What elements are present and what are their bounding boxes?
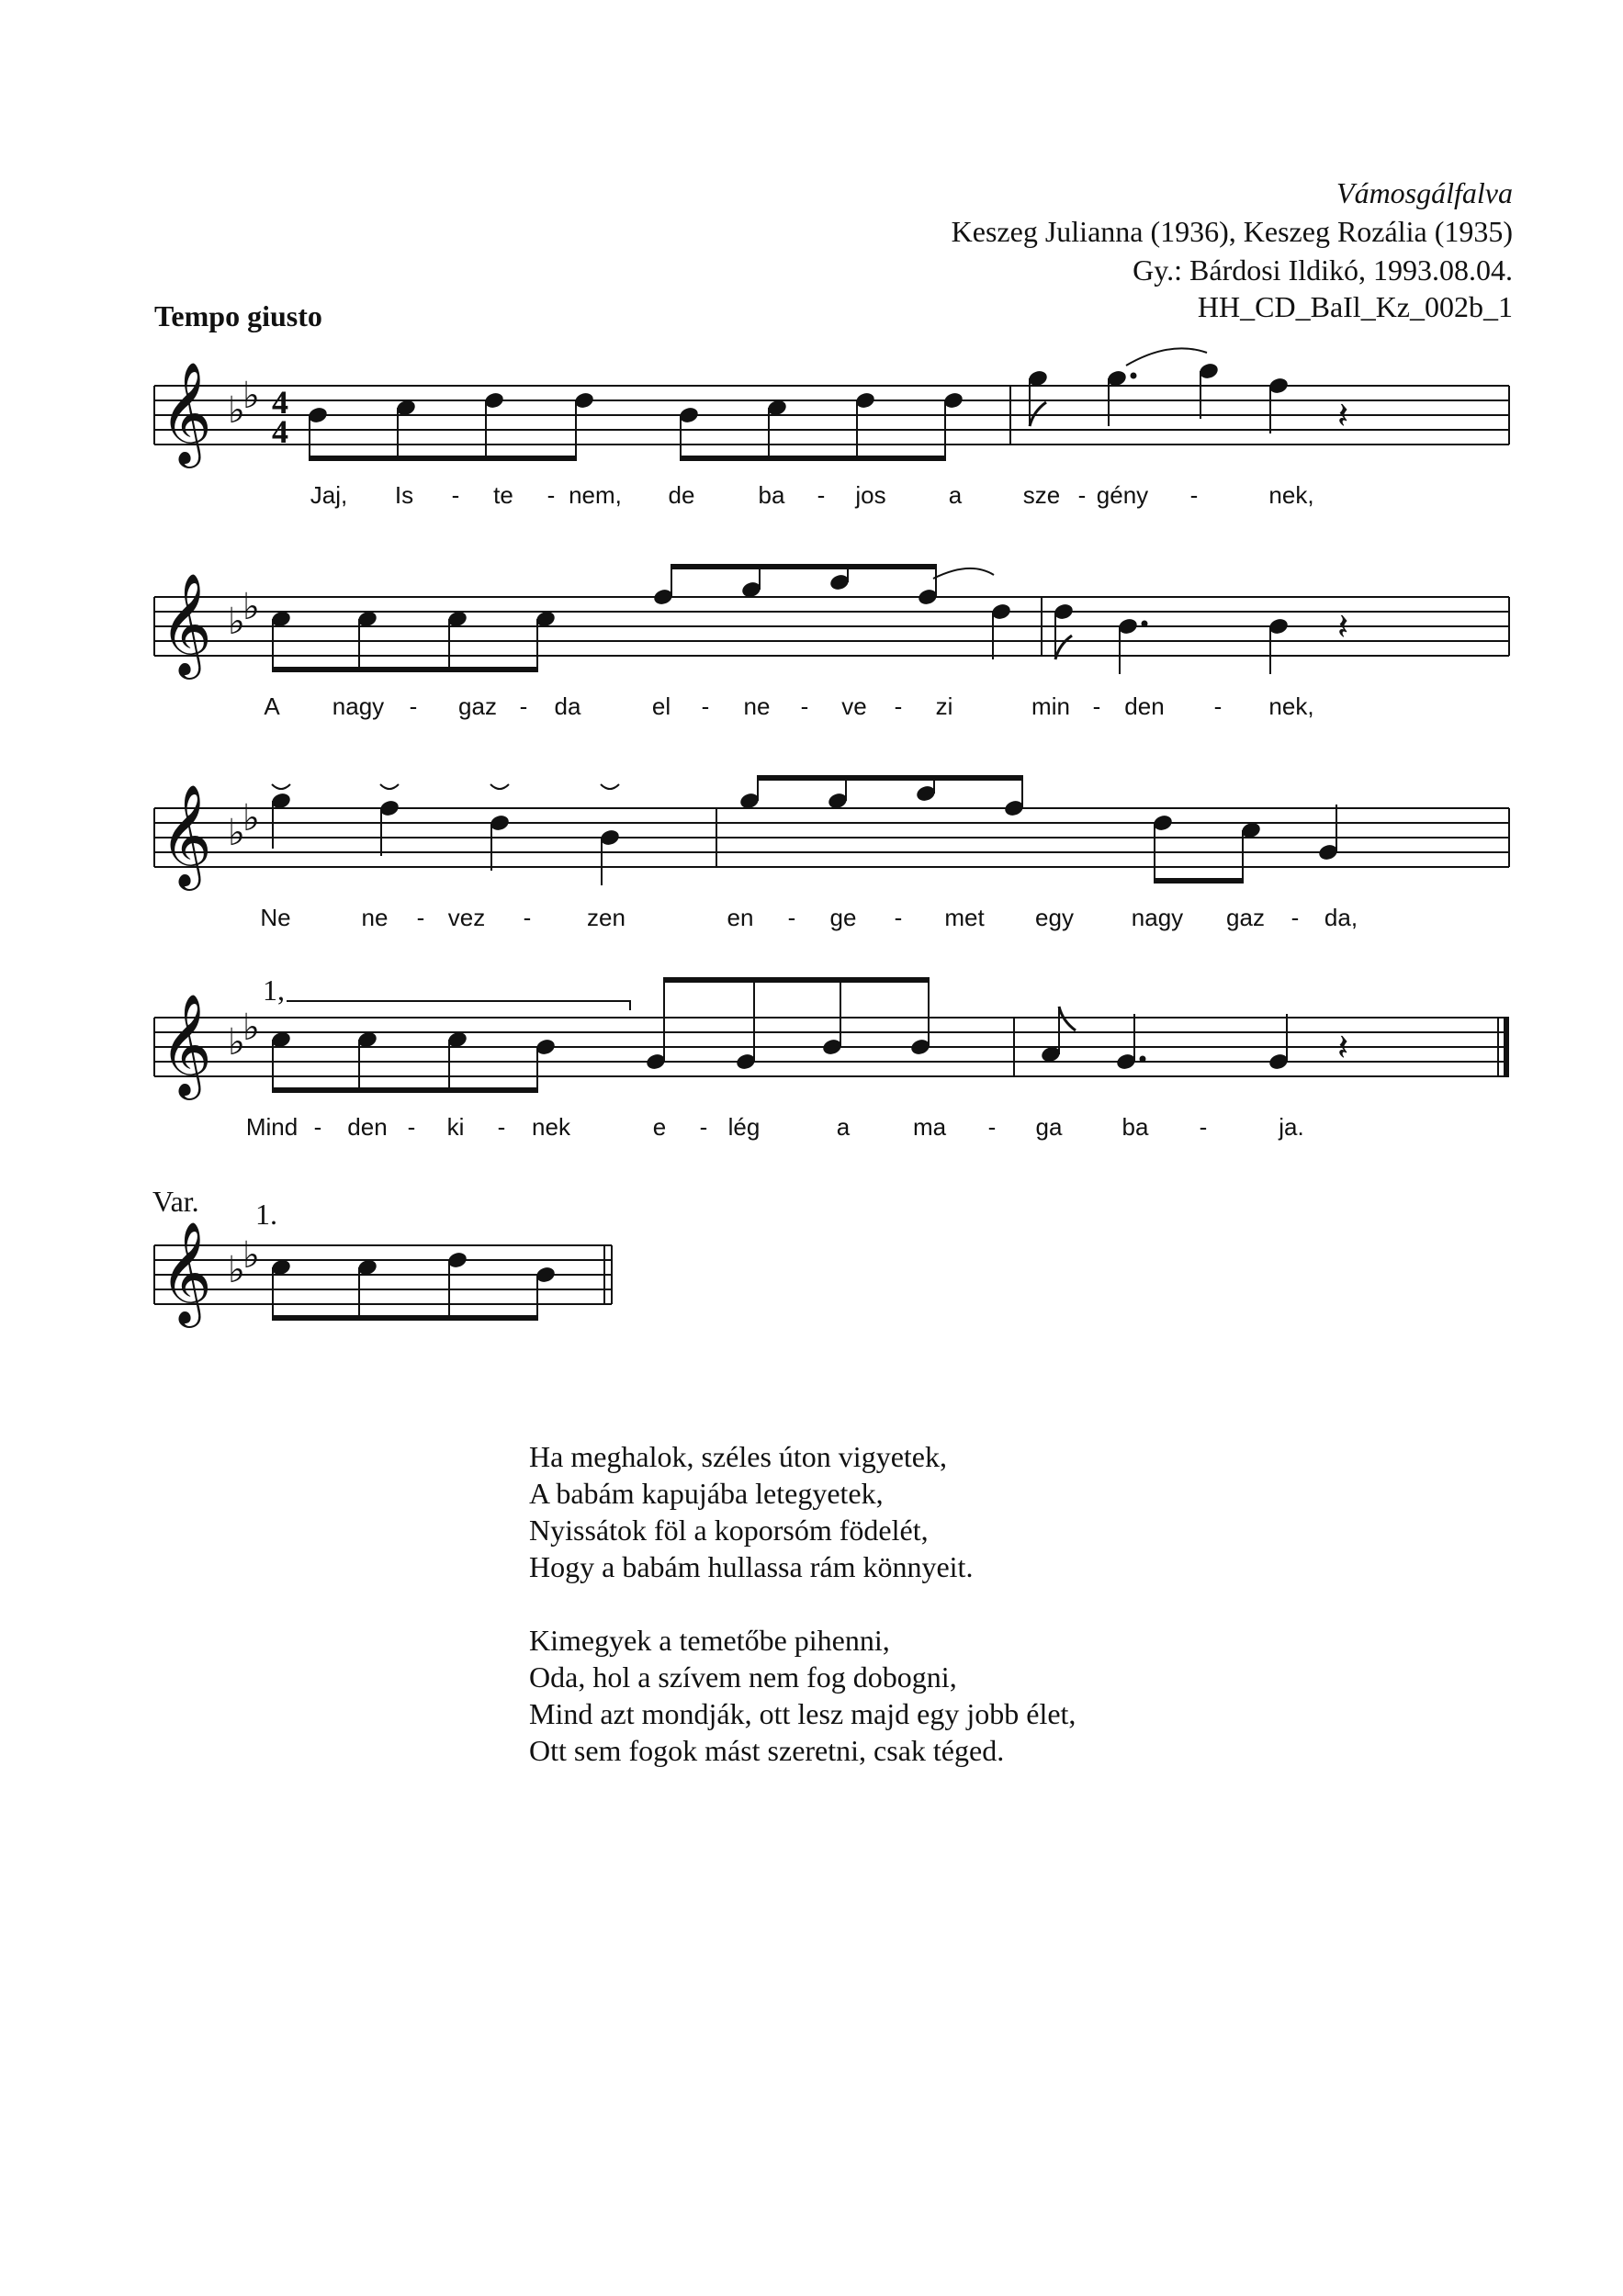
- lyric-syllable: -: [800, 692, 809, 720]
- augmentation-dot: [1140, 1056, 1146, 1063]
- lyric-syllable: ne: [361, 904, 389, 931]
- beam: [681, 456, 945, 461]
- breath-mark-icon: [272, 784, 290, 789]
- breath-mark-icon: [490, 784, 509, 789]
- lyric-syllable: -: [894, 692, 903, 720]
- treble-clef-icon: 𝄞: [160, 1221, 212, 1323]
- lyric-syllable: gény: [1096, 481, 1149, 509]
- flat-icon: ♭: [242, 375, 260, 417]
- lyric-syllable: nek,: [1268, 692, 1314, 720]
- treble-clef-icon: 𝄞: [160, 361, 212, 464]
- quarter-rest-icon: 𝄽: [1337, 1027, 1349, 1069]
- lyric-syllable: gaz: [458, 692, 497, 720]
- lyric-syllable: da: [554, 692, 581, 720]
- lyric-syllable: zen: [587, 904, 626, 931]
- lyric-syllable: -: [547, 481, 556, 509]
- lyric-syllable: en: [727, 904, 754, 931]
- lyric-syllable: Is: [394, 481, 414, 509]
- lyric-syllable: ga: [1035, 1113, 1063, 1141]
- lyric-syllable: a: [836, 1113, 851, 1141]
- final-barline: [1504, 1018, 1509, 1076]
- volta-number: 1,: [263, 974, 285, 1007]
- augmentation-dot: [1131, 373, 1137, 379]
- lyric-syllable: -: [416, 904, 425, 931]
- flat-icon: ♭: [242, 1234, 260, 1277]
- verse-line: Kimegyek a temetőbe pihenni,: [529, 1624, 890, 1657]
- flat-icon: ♭: [228, 812, 245, 854]
- verse-line: Mind azt mondják, ott lesz majd egy jobb élet,: [529, 1697, 1076, 1730]
- flat-icon: ♭: [242, 586, 260, 628]
- treble-clef-icon: 𝄞: [160, 993, 212, 1096]
- lyric-syllable: de: [668, 481, 695, 509]
- breath-mark-icon: [601, 784, 619, 789]
- lyric-syllable: -: [313, 1113, 322, 1141]
- time-signature-bottom: 4: [272, 413, 288, 450]
- lyric-syllable: lég: [727, 1113, 761, 1141]
- quarter-rest-icon: 𝄽: [1337, 395, 1349, 437]
- lyric-syllable: el: [651, 692, 671, 720]
- flat-icon: ♭: [242, 1007, 260, 1049]
- collector-info: Gy.: Bárdosi Ildikó, 1993.08.04.: [1133, 253, 1513, 287]
- slur: [1126, 348, 1207, 366]
- augmentation-dot: [1142, 621, 1148, 627]
- verse: [529, 1438, 1076, 1585]
- lyric-syllable: Mind: [245, 1113, 299, 1141]
- lyric-syllable: Jaj,: [310, 481, 348, 509]
- lyric-syllable: -: [1291, 904, 1300, 931]
- lyric-syllable: -: [787, 904, 796, 931]
- lyric-syllable: nagy: [1131, 904, 1184, 931]
- volta-bracket: [287, 1001, 630, 1010]
- lyric-syllable: -: [497, 1113, 506, 1141]
- lyric-syllable: met: [944, 904, 985, 931]
- lyric-syllable: ge: [829, 904, 857, 931]
- lyric-syllable: -: [519, 692, 528, 720]
- beam: [664, 977, 929, 983]
- lyric-syllable: -: [987, 1113, 997, 1141]
- lyric-syllable: -: [701, 692, 710, 720]
- verse-line: Hogy a babám hullassa rám könnyeit.: [529, 1550, 974, 1583]
- lyric-syllable: nagy: [332, 692, 385, 720]
- beam: [310, 456, 576, 461]
- breath-mark-icon: [380, 784, 399, 789]
- lyric-syllable: Ne: [260, 904, 291, 931]
- performers: Keszeg Julianna (1936), Keszeg Rozália (1935): [951, 215, 1513, 248]
- lyric-syllable: den: [1124, 692, 1165, 720]
- lyric-syllable: ne: [743, 692, 771, 720]
- lyric-syllable: a: [948, 481, 963, 509]
- lyric-syllable: nek,: [1268, 481, 1314, 509]
- lyric-syllable: vez: [447, 904, 486, 931]
- place-name: Vámosgálfalva: [1336, 176, 1513, 209]
- treble-clef-icon: 𝄞: [160, 783, 212, 886]
- verse-line: A babám kapujába letegyetek,: [529, 1477, 884, 1510]
- lyric-syllable: ma: [912, 1113, 947, 1141]
- lyric-syllable: nem,: [569, 481, 622, 509]
- lyric-syllable: da,: [1324, 904, 1358, 931]
- verse: [529, 1622, 1076, 1769]
- treble-clef-icon: 𝄞: [160, 572, 212, 675]
- flat-icon: ♭: [228, 1021, 245, 1064]
- verse-line: Ott sem fogok mást szeretni, csak téged.: [529, 1734, 1005, 1767]
- flat-icon: ♭: [228, 601, 245, 643]
- lyric-syllable: den: [347, 1113, 388, 1141]
- lyric-syllable: -: [409, 692, 418, 720]
- lyric-syllable: -: [699, 1113, 708, 1141]
- lyric-syllable: -: [1077, 481, 1087, 509]
- lyric-syllable: ba: [1121, 1113, 1149, 1141]
- lyric-syllable: A: [264, 692, 280, 720]
- lyric-syllable: -: [407, 1113, 416, 1141]
- verse-line: Ha meghalok, széles úton vigyetek,: [529, 1440, 947, 1473]
- lyric-syllable: -: [1199, 1113, 1208, 1141]
- slur: [933, 568, 994, 579]
- variant-label: Var.: [152, 1185, 199, 1218]
- lyric-syllable: sze: [1022, 481, 1061, 509]
- beam: [273, 1087, 537, 1093]
- lyric-syllable: -: [1213, 692, 1223, 720]
- lyric-syllable: gaz: [1226, 904, 1265, 931]
- lyric-syllable: te: [493, 481, 513, 509]
- beam: [273, 1315, 537, 1321]
- time-signature-top: 4: [272, 384, 288, 421]
- verse-line: Nyissátok föl a koporsóm födelét,: [529, 1514, 929, 1547]
- lyric-syllable: -: [451, 481, 460, 509]
- lyric-syllable: ba: [758, 481, 785, 509]
- lyric-syllable: ki: [446, 1113, 465, 1141]
- lyric-syllable: zi: [935, 692, 953, 720]
- beam: [1155, 878, 1243, 884]
- lyric-syllable: -: [523, 904, 532, 931]
- lyric-syllable: -: [817, 481, 826, 509]
- lyric-syllable: min: [1031, 692, 1070, 720]
- lyric-syllable: egy: [1035, 904, 1074, 931]
- lyric-syllable: -: [1189, 481, 1199, 509]
- lyric-syllable: ve: [841, 692, 867, 720]
- lyric-syllable: -: [894, 904, 903, 931]
- variant-volta-number: 1.: [255, 1198, 277, 1231]
- flat-icon: ♭: [228, 1249, 245, 1291]
- verse-line: Oda, hol a szívem nem fog dobogni,: [529, 1660, 957, 1694]
- flat-icon: ♭: [242, 797, 260, 839]
- lyric-syllable: ja.: [1279, 1113, 1304, 1141]
- quarter-rest-icon: 𝄽: [1337, 606, 1349, 648]
- lyric-syllable: e: [652, 1113, 667, 1141]
- lyric-syllable: jos: [855, 481, 886, 509]
- staves-layer: [154, 348, 1509, 1328]
- lyric-syllable: -: [1092, 692, 1101, 720]
- lyric-syllable: nek: [532, 1113, 570, 1141]
- beam: [671, 564, 936, 569]
- beam: [758, 775, 1022, 781]
- flat-icon: ♭: [228, 389, 245, 432]
- beam: [273, 667, 537, 672]
- catalog-id: HH_CD_BaIl_Kz_002b_1: [1197, 290, 1513, 323]
- tempo-marking: Tempo giusto: [154, 299, 322, 332]
- verses-block: [529, 1438, 1076, 1806]
